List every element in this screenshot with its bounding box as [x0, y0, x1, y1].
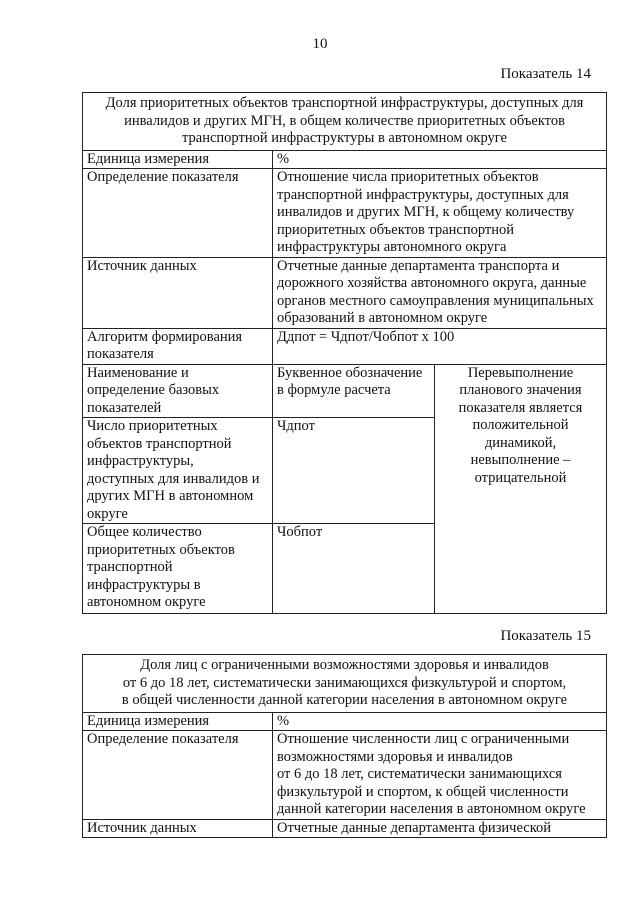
table-row [83, 257, 607, 328]
indicator-title: Доля лиц с ограниченными возможностями здоровья и инвалидов от 6 до 18 лет, систематически занимающихся физкультурой и спортом, в общей численности данной категории населения в автономном округе [83, 655, 607, 713]
indicator-title: Доля приоритетных объектов транспортной инфраструктуры, доступных для инвалидов и других МГН, в общем количестве приоритетных объектов транспортной инфраструктуры в автономном округе [83, 93, 607, 151]
unit-value: % [273, 150, 607, 169]
table-row [83, 731, 607, 820]
algorithm-label: Алгоритм формирования показателя [83, 328, 273, 364]
table-row [83, 655, 607, 713]
base-variable-symbol: Чдпот [273, 418, 435, 524]
table-row [83, 712, 607, 731]
indicator-15-label: Показатель 15 [500, 628, 591, 644]
definition-label: Определение показателя [83, 169, 273, 258]
source-label: Источник данных [83, 257, 273, 328]
table-row [83, 819, 607, 838]
definition-value: Отношение численности лиц с ограниченными возможностями здоровья и инвалидов от 6 до 18 лет, систематически занимающихся физкультурой и спортом, к общей численности данной категории населения в автономном округе [273, 731, 607, 820]
source-label: Источник данных [83, 819, 273, 838]
symbol-header: Буквенное обозначение в формуле расчета [273, 364, 435, 418]
indicator-14-label: Показатель 14 [500, 66, 591, 82]
unit-label: Единица измерения [83, 150, 273, 169]
unit-value: % [273, 712, 607, 731]
source-value: Отчетные данные департамента транспорта и дорожного хозяйства автономного округа, данные органов местного самоуправления муниципальных образований в автономном округе [273, 257, 607, 328]
base-variable-symbol: Чобпот [273, 524, 435, 614]
table-row [83, 93, 607, 151]
table-row [83, 150, 607, 169]
page-number: 10 [312, 36, 328, 52]
algorithm-formula: Ддпот = Чдпот/Чобпот х 100 [273, 328, 607, 364]
base-variable-label: Число приоритетных объектов транспортной инфраструктуры, доступных для инвалидов и других МГН в автономном округе [83, 418, 273, 524]
definition-value: Отношение числа приоритетных объектов транспортной инфраструктуры, доступных для инвалидов и других МГН, к общему количеству приоритетных объектов транспортной инфраструктуры автономного округа [273, 169, 607, 258]
base-variable-label: Общее количество приоритетных объектов транспортной инфраструктуры в автономном округе [83, 524, 273, 614]
unit-label: Единица измерения [83, 712, 273, 731]
indicator-15-table [82, 654, 607, 838]
source-value: Отчетные данные департамента физической [273, 819, 607, 838]
base-indicators-label: Наименование и определение базовых показателей [83, 364, 273, 418]
table-row [83, 328, 607, 364]
definition-label: Определение показателя [83, 731, 273, 820]
table-row [83, 169, 607, 258]
indicator-14-table [82, 92, 607, 614]
assessment-text: Перевыполнение планового значения показателя является положительной динамикой, невыполнение – отрицательной [435, 364, 607, 614]
table-row [83, 364, 607, 418]
